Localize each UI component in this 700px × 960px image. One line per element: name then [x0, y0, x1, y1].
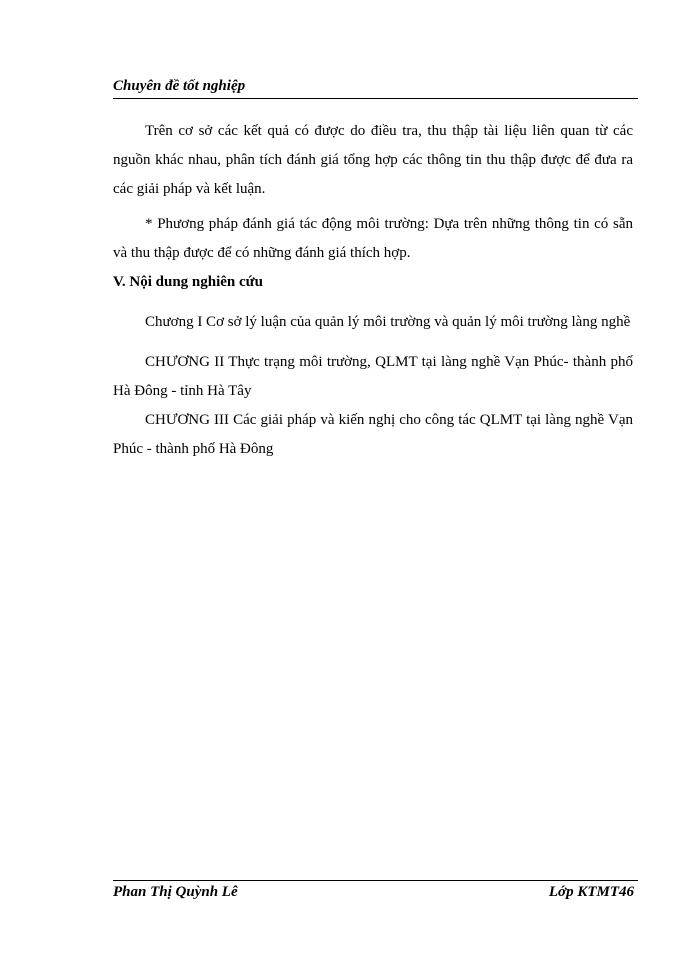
- body-paragraph: Trên cơ sở các kết quả có được do điều tra, thu thập tài liệu liên quan từ các nguồn khác nhau, phân tích đánh giá tổng hợp các thông tin thu thập được để đưa ra các giải pháp và kết luận.: [113, 123, 633, 197]
- footer-author: Phan Thị Quỳnh Lê: [113, 884, 238, 900]
- body-paragraph: * Phương pháp đánh giá tác động môi trường: Dựa trên những thông tin có sẵn và thu thập được để có những đánh giá thích hợp.: [113, 216, 633, 261]
- footer-divider: [113, 880, 638, 881]
- header-divider: [113, 98, 638, 99]
- section-heading: V. Nội dung nghiên cứu: [113, 274, 264, 290]
- footer-class-label: Lớp KTMT46: [548, 884, 634, 900]
- chapter-entry: CHƯƠNG II Thực trạng môi trường, QLMT tại làng nghề Vạn Phúc- thành phố Hà Đông - tỉnh Hà Tây: [113, 354, 633, 399]
- document-header-title: Chuyên đề tốt nghiệp: [113, 78, 246, 94]
- chapter-entry: CHƯƠNG III Các giải pháp và kiến nghị cho công tác QLMT tại làng nghề Vạn Phúc - thành phố Hà Đông: [113, 412, 633, 457]
- page-body: [113, 117, 633, 464]
- chapter-entry: Chương I Cơ sở lý luận của quản lý môi trường và quản lý môi trường làng nghề: [145, 314, 631, 330]
